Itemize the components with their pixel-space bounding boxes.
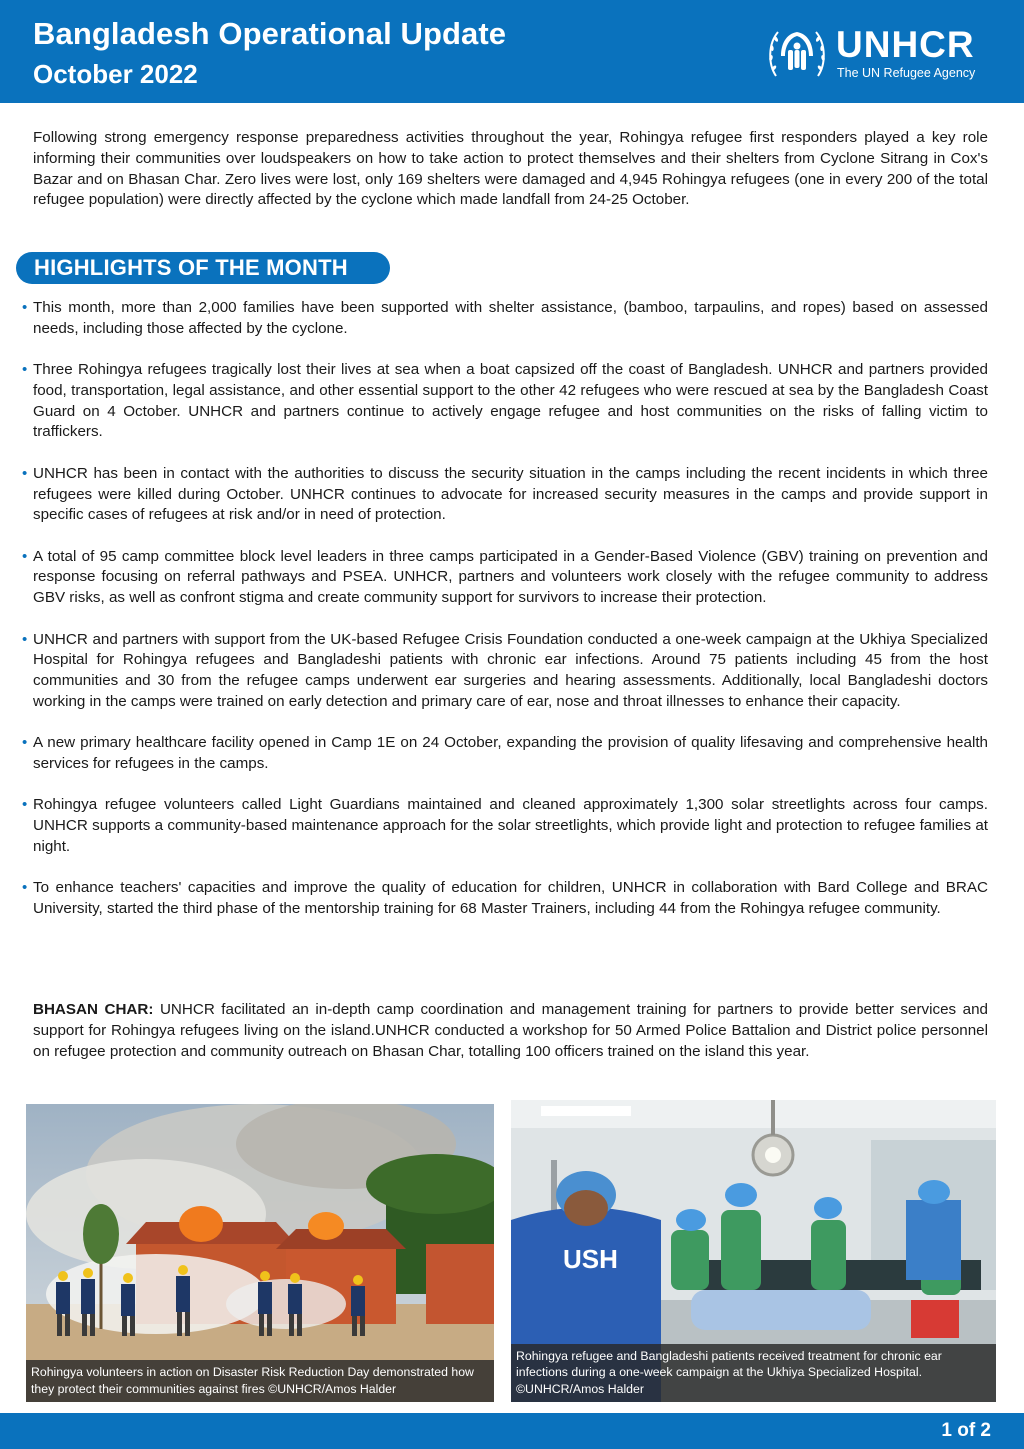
document-date: October 2022 [33, 59, 198, 89]
bullet-icon: • [22, 547, 28, 565]
logo-tagline: The UN Refugee Agency [837, 66, 976, 80]
list-item [22, 298, 988, 340]
list-item-text: Rohingya refugee volunteers called Light Guardians maintained and cleaned approximately 1,300 solar streetlights across four camps. UNHCR supports a community-based maintenance approach for the solar streetlights, which provide light and protection to refugee families at night. [33, 796, 988, 855]
list-item [22, 360, 988, 443]
intro-paragraph: Following strong emergency response preparedness activities throughout the year, Rohingya refugee first responders played a key role informing their communities over loudspeakers on how to take action to protect themselves and their shelters from Cyclone Sitrang in Cox's Bazar and on Bhasan Char. Zero lives were lost, only 169 shelters were damaged and 4,945 Rohingya refugees (one in every 200 of the total refugee population) were directly affected by the cyclone which made landfall from 24-25 October. [33, 129, 988, 209]
bhasan-char-paragraph [33, 1000, 988, 1062]
bhasan-char-label: BHASAN CHAR: [33, 1001, 154, 1018]
list-item-text: A new primary healthcare facility opened in Camp 1E on 24 October, expanding the provision of quality lifesaving and comprehensive health services for refugees in the camps. [33, 734, 988, 773]
list-item [22, 547, 988, 609]
photo-caption: Rohingya volunteers in action on Disaster Risk Reduction Day demonstrated how they protect their communities against fires ©UNHCR/Amos Halder [26, 1360, 494, 1402]
photo-caption: Rohingya refugee and Bangladeshi patients received treatment for chronic ear infections during a one-week campaign at the Ukhiya Specialized Hospital. ©UNHCR/Amos Halder [511, 1344, 996, 1403]
bullet-icon: • [22, 796, 28, 814]
document-title: Bangladesh Operational Update [33, 16, 507, 51]
photo-hospital [511, 1100, 996, 1402]
list-item-text: Three Rohingya refugees tragically lost their lives at sea when a boat capsized off the coast of Bangladesh. UNHCR and partners provided food, transportation, legal assistance, and other essential support to the other 42 refugees who were rescued at sea by the Bangladesh Coast Guard on 4 October. UNHCR and partners continue to actively engage refugee and host communities on the risks of falling victim to traffickers. [33, 361, 988, 441]
list-item-text: To enhance teachers' capacities and improve the quality of education for children, UNHCR in collaboration with Bard College and BRAC University, started the third phase of the mentorship training for 68 Master Trainers, including 44 from the Rohingya refugee community. [33, 879, 988, 918]
highlights-heading: HIGHLIGHTS OF THE MONTH [34, 255, 348, 280]
list-item [22, 878, 988, 920]
header-banner [0, 0, 1024, 103]
bullet-icon: • [22, 630, 28, 648]
logo-wordmark: UNHCR [836, 24, 975, 65]
list-item-text: This month, more than 2,000 families have been supported with shelter assistance, (bamboo, tarpaulins, and ropes) based on assessed needs, including those affected by the cyclone. [33, 299, 988, 337]
bullet-icon: • [22, 299, 28, 316]
bullet-icon: • [22, 879, 28, 897]
unhcr-emblem-icon [766, 24, 828, 82]
highlights-heading-pill [16, 252, 390, 284]
footer-bar [0, 1413, 1024, 1449]
uniform-text: USH [563, 1244, 618, 1274]
list-item-text: UNHCR has been in contact with the authorities to discuss the security situation in the camps including the recent incidents in which three refugees were killed during October. UNHCR continues to advocate for increased security measures in the camps and provide support in specific cases of refugees at risk and/or in need of protection. [33, 464, 988, 524]
bullet-icon: • [22, 464, 28, 482]
highlights-list [22, 298, 988, 940]
list-item-text: A total of 95 camp committee block level leaders in three camps participated in a Gender-Based Violence (GBV) training on prevention and response focusing on referral pathways and PSEA. UNHCR, partners and volunteers work closely with the refugee community to address GBV risks, as well as confront stigma and create community support for survivors to increase their protection. [33, 547, 988, 607]
fire-drill-illustration [26, 1104, 494, 1402]
bullet-icon: • [22, 361, 28, 379]
list-item [22, 630, 988, 713]
list-item [22, 464, 988, 526]
bhasan-char-text: UNHCR facilitated an in-depth camp coordination and management training for partners to provide better services and support for Rohingya refugees living on the island.UNHCR conducted a workshop for 50 Armed Police Battalion and District police personnel on refugee protection and community outreach on Bhasan Char, totalling 100 officers trained on the island this year. [33, 1001, 988, 1060]
photo-fire-drill [26, 1104, 494, 1402]
bullet-icon: • [22, 734, 28, 752]
list-item-text: UNHCR and partners with support from the UK-based Refugee Crisis Foundation conducted a one-week campaign at the Ukhiya Specialized Hospital for Rohingya refugees and Bangladeshi patients with chronic ear infections. Around 75 patients including 45 from the host communities and 30 from the refugee camps underwent ear surgeries and hearing assessments. Additionally, local Bangladeshi doctors working in the camps were trained on early detection and primary care of ear, nose and throat illnesses to enhance their capacity. [33, 630, 988, 710]
list-item [22, 795, 988, 857]
page-number: 1 of 2 [941, 1420, 991, 1441]
list-item [22, 733, 988, 775]
unhcr-logo [766, 24, 992, 84]
